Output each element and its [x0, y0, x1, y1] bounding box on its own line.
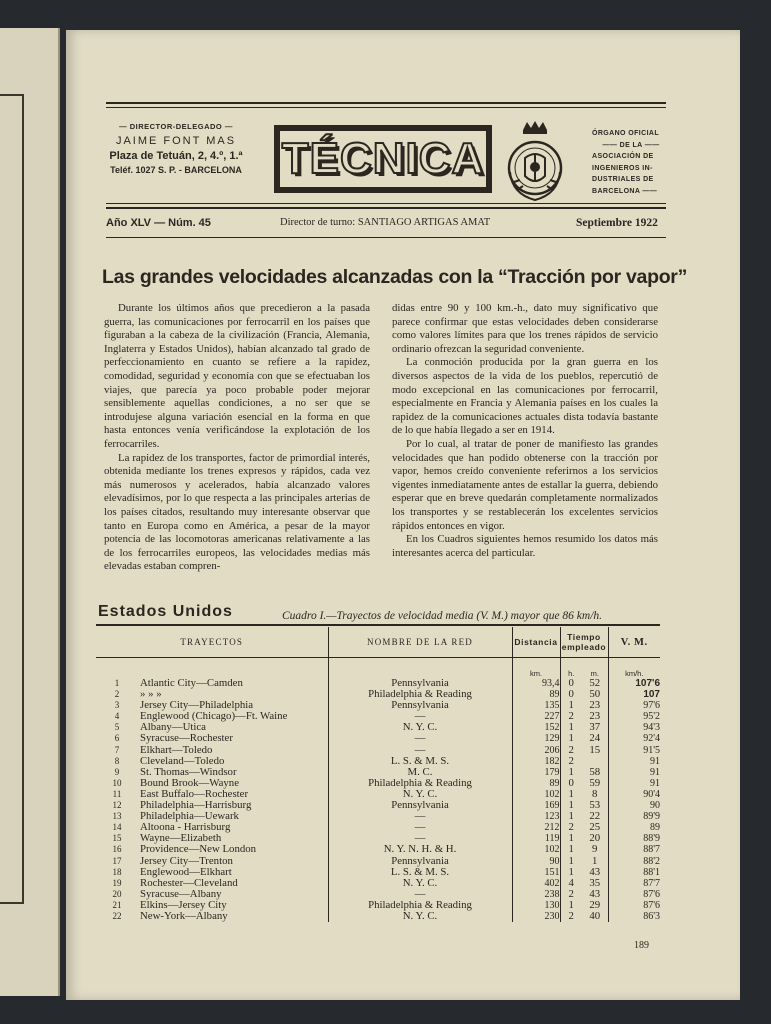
speed-cell: 86'3: [608, 911, 660, 922]
paragraph: La conmoción producida por la gran guerra en los diversos aspectos de la vida de los pueblos, repercutió de modo excepcional en las comunicaciones por ferrocarril, especialmente en Francia y Alemania países en los cuales la rapidez de la comunicaciones actuales dista todavía bastante de lo que había llegado a ser en 1914.: [392, 356, 658, 437]
table-row: [96, 745, 660, 756]
network-cell: Philadelphia & Reading: [328, 900, 512, 911]
table-row: [96, 844, 660, 855]
paragraph: La rapidez de los transportes, factor de primordial interés, obtenida mediante los trenes expresos y rápidos, cada vez más numerosos y acelerados, había alcanzado valores elevadísimos, por lo que respecta a las principales arterias de los países citados, resultando muy interesante observar que tanto en Europa como en América, a pesar de la mayor potencia de las locomotoras americanas relativamente a las de los ferrocarriles europeos, las velocidades medias más elevadas estaban compren-: [104, 451, 370, 573]
route-cell: Rochester—Cleveland: [140, 876, 238, 889]
route-cell: Englewood—Elkhart: [140, 865, 232, 878]
row-number: 15: [112, 833, 122, 844]
network-cell: Philadelphia & Reading: [328, 689, 512, 700]
article-column-2: [392, 302, 658, 560]
minutes-cell: 8: [592, 787, 598, 800]
speed-cell: 91: [608, 767, 660, 778]
hours-cell: 1: [560, 867, 582, 878]
speed-cell: 91: [608, 778, 660, 789]
route-cell: Syracuse—Albany: [140, 887, 222, 900]
route-cell: Englewood (Chicago)—Ft. Waine: [140, 710, 288, 723]
issue-date: Septiembre 1922: [576, 217, 658, 229]
speed-cell: 107: [608, 689, 660, 700]
row-number: 14: [112, 822, 122, 833]
header-top-rule: [106, 102, 666, 104]
hours-cell: 2: [560, 745, 582, 756]
hours-cell: 1: [560, 844, 582, 855]
director-name: JAIME FONT MAS: [115, 135, 237, 147]
route-cell: Syracuse—Rochester: [140, 732, 233, 745]
minutes-cell: 43: [589, 865, 601, 878]
hours-cell: 1: [560, 767, 582, 778]
section-title: Estados Unidos: [98, 603, 233, 620]
speed-cell: 90: [608, 800, 660, 811]
hours-cell: 2: [560, 711, 582, 722]
row-number: 11: [112, 788, 122, 799]
hours-cell: 1: [560, 811, 582, 822]
masthead-logo: [274, 125, 492, 193]
minutes-cell: 25: [589, 821, 601, 834]
network-cell: —: [328, 833, 512, 844]
unit-km: km.: [512, 658, 560, 679]
speed-cell: 89: [608, 822, 660, 833]
col-header-network: NOMBRE DE LA RED: [328, 627, 512, 658]
logo-text: TÉCNICA: [281, 134, 485, 183]
row-number: 22: [112, 910, 122, 921]
row-number: 10: [112, 777, 122, 788]
table-row: [96, 733, 660, 744]
row-number: 9: [114, 766, 120, 777]
hours-cell: 2: [560, 822, 582, 833]
row-number: 7: [114, 744, 120, 755]
minutes-cell: 37: [589, 721, 601, 734]
organ-line: ÓRGANO OFICIAL: [592, 130, 660, 137]
official-organ-block: [592, 128, 670, 197]
network-cell: Pennsylvania: [328, 678, 512, 689]
distance-cell: 212: [512, 822, 560, 833]
speed-cell: 88'2: [608, 856, 660, 867]
network-cell: N. Y. C.: [328, 722, 512, 733]
organ-line: —— DE LA ——: [602, 141, 660, 149]
route-cell: East Buffalo—Rochester: [140, 787, 249, 800]
article-title: Las grandes velocidades alcanzadas con la “Tracción por vapor”: [102, 266, 688, 288]
row-number: 16: [112, 844, 122, 855]
row-number: 3: [114, 700, 120, 711]
table-caption: Cuadro I.—Trayectos de velocidad media (V. M.) mayor que 86 km/h.: [282, 610, 603, 622]
distance-cell: 169: [512, 800, 560, 811]
minutes-cell: 20: [589, 832, 601, 845]
row-number: 20: [112, 888, 122, 899]
network-cell: Philadelphia & Reading: [328, 778, 512, 789]
page-number: 189: [634, 940, 649, 951]
speed-cell: 88'7: [608, 844, 660, 855]
organ-line: INGENIEROS IN-: [592, 164, 653, 172]
header-bottom-rule: [106, 207, 666, 209]
distance-cell: 89: [512, 689, 560, 700]
hours-cell: 0: [560, 678, 582, 689]
speed-table: [96, 627, 660, 922]
distance-cell: 102: [512, 789, 560, 800]
minutes-cell: 58: [589, 765, 601, 778]
route-cell: Jersey City—Philadelphia: [140, 699, 254, 712]
distance-cell: 152: [512, 722, 560, 733]
route-cell: » » »: [140, 688, 162, 701]
speed-cell: 92'4: [608, 733, 660, 744]
speed-cell: 90'4: [608, 789, 660, 800]
speed-cell: 88'9: [608, 833, 660, 844]
network-cell: N. Y. N. H. & H.: [328, 844, 512, 855]
speed-cell: 89'9: [608, 811, 660, 822]
hours-cell: 1: [560, 700, 582, 711]
paragraph: Por lo cual, al tratar de poner de manifiesto las grandes velocidades que han podido obtenerse con la tracción por vapor, hemos creído conveniente referirnos a los servicios vigentes inmediatamente antes de estallar la guerra, debiendo esperar que en breve quedarán completamente normalizados los transportes y se restablecerán los excelentes servicios rápidos entonces en vigor.: [392, 437, 658, 532]
network-cell: N. Y. C.: [328, 911, 512, 922]
row-number: 17: [112, 855, 122, 866]
distance-cell: 90: [512, 856, 560, 867]
minutes-cell: 22: [589, 810, 601, 823]
distance-cell: 230: [512, 911, 560, 922]
hours-cell: 4: [560, 878, 582, 889]
minutes-cell: 29: [589, 898, 601, 911]
route-cell: Atlantic City—Camden: [140, 677, 243, 689]
table-top-rule: [96, 624, 660, 626]
hours-cell: 1: [560, 789, 582, 800]
col-header-speed: V. M.: [608, 627, 660, 658]
unit-hours: h.: [560, 658, 582, 679]
header-top-rule-thin: [106, 107, 666, 108]
row-number: 6: [114, 733, 120, 744]
route-cell: Bound Brook—Wayne: [140, 776, 239, 789]
unit-minutes: m.: [590, 669, 599, 678]
route-cell: St. Thomas—Windsor: [140, 765, 237, 778]
minutes-cell: 1: [592, 854, 598, 867]
phone: Teléf. 1027 S. P. - BARCELONA: [110, 165, 242, 175]
hours-cell: 1: [560, 900, 582, 911]
minutes-cell: 24: [589, 732, 601, 745]
minutes-cell: 35: [589, 876, 601, 889]
network-cell: —: [328, 889, 512, 900]
speed-cell: 107'6: [608, 678, 660, 689]
speed-cell: 88'1: [608, 867, 660, 878]
table-row: [96, 856, 660, 867]
network-cell: Pennsylvania: [328, 700, 512, 711]
issue-rule: [106, 237, 666, 238]
organ-line: BARCELONA ——: [592, 187, 658, 195]
row-number: 19: [112, 877, 122, 888]
hours-cell: 1: [560, 833, 582, 844]
route-cell: Philadelphia—Harrisburg: [140, 799, 252, 812]
speed-cell: 87'7: [608, 878, 660, 889]
hours-cell: 0: [560, 778, 582, 789]
minutes-cell: 40: [589, 909, 601, 922]
network-cell: Pennsylvania: [328, 800, 512, 811]
row-number: 8: [114, 755, 120, 766]
row-number: 5: [114, 722, 120, 733]
address: Plaza de Tetuán, 2, 4.º, 1.ª: [109, 150, 243, 162]
row-number: 21: [112, 899, 122, 910]
network-cell: —: [328, 822, 512, 833]
hours-cell: 1: [560, 856, 582, 867]
previous-page-border: [0, 94, 24, 904]
network-cell: —: [328, 733, 512, 744]
distance-cell: 238: [512, 889, 560, 900]
route-cell: Wayne—Elizabeth: [140, 832, 222, 845]
hours-cell: 0: [560, 689, 582, 700]
distance-cell: 130: [512, 900, 560, 911]
hours-cell: 1: [560, 733, 582, 744]
minutes-cell: 59: [589, 776, 601, 789]
hours-cell: 1: [560, 722, 582, 733]
row-number: 12: [112, 800, 122, 811]
network-cell: L. S. & M. S.: [328, 756, 512, 767]
hours-cell: 2: [560, 889, 582, 900]
speed-cell: 97'6: [608, 700, 660, 711]
minutes-cell: 43: [589, 887, 601, 900]
col-header-routes: TRAYECTOS: [96, 627, 328, 658]
distance-cell: 129: [512, 733, 560, 744]
distance-cell: 119: [512, 833, 560, 844]
route-cell: Providence—New London: [140, 843, 257, 856]
minutes-cell: 9: [592, 843, 598, 856]
network-cell: M. C.: [328, 767, 512, 778]
distance-cell: 93,4: [512, 678, 560, 689]
organ-line: ASOCIACIÓN DE: [592, 153, 654, 160]
minutes-cell: 23: [589, 699, 601, 712]
distance-cell: 402: [512, 878, 560, 889]
row-number: 13: [112, 811, 122, 822]
hours-cell: 2: [560, 911, 582, 922]
distance-cell: 182: [512, 756, 560, 767]
row-number: 4: [114, 711, 120, 722]
distance-cell: 135: [512, 700, 560, 711]
article-column-1: [104, 302, 370, 574]
row-number: 18: [112, 866, 122, 877]
hours-cell: 2: [560, 756, 582, 767]
minutes-cell: 15: [589, 743, 601, 756]
issue-number: Año XLV — Núm. 45: [106, 217, 211, 229]
network-cell: N. Y. C.: [328, 878, 512, 889]
speed-cell: 91: [608, 756, 660, 767]
director-label: — DIRECTOR-DELEGADO —: [119, 122, 233, 131]
paragraph: Durante los últimos años que precedieron a la pasada guerra, las comunicaciones por ferrocarril en los países que figuraban a la cabeza de la civilización (Francia, Alemania, Inglaterra y Estados Unidos), habían alcanzado tal grado de perfeccionamiento en cuanto se refiere a la rapidez, comodidad, seguridad y economía con que se efectuaban los viajes, que parecía ya poco probable poder mejorar sensiblemente aquellas condiciones, a no ser que se introdujese alguna variación esencial en la forma en que hasta entonces venía verificándose la explotación de los ferrocarriles.: [104, 302, 370, 450]
minutes-cell: 23: [589, 710, 601, 723]
paragraph: En los Cuadros siguientes hemos resumido los datos más interesantes acerca del particular.: [392, 533, 658, 559]
distance-cell: 206: [512, 745, 560, 756]
network-cell: L. S. & M. S.: [328, 867, 512, 878]
paragraph: didas entre 90 y 100 km.-h., dato muy significativo que parece confirmar que estas velocidades deben considerarse como valores límites para que los trenes rápidos de servicio ordinario ofrezcan la seguridad conveniente.: [392, 302, 658, 355]
network-cell: —: [328, 711, 512, 722]
col-header-time: Tiempo empleado: [560, 627, 608, 658]
network-cell: —: [328, 811, 512, 822]
distance-cell: 227: [512, 711, 560, 722]
magazine-page: [66, 30, 740, 1000]
route-cell: Elkhart—Toledo: [140, 743, 213, 756]
route-cell: New-York—Albany: [140, 909, 228, 922]
speed-cell: 87'6: [608, 900, 660, 911]
unit-kmh: km/h.: [608, 658, 660, 679]
minutes-cell: 52: [589, 677, 601, 689]
association-emblem-icon: [500, 120, 570, 206]
minutes-cell: 53: [589, 799, 601, 812]
editor-on-duty: Director de turno: SANTIAGO ARTIGAS AMAT: [280, 217, 491, 228]
route-cell: Elkins—Jersey City: [140, 898, 227, 911]
previous-page-edge: [0, 28, 60, 996]
director-block: [106, 122, 246, 175]
route-cell: Cleveland—Toledo: [140, 754, 225, 767]
hours-cell: 1: [560, 800, 582, 811]
network-cell: N. Y. C.: [328, 789, 512, 800]
network-cell: Pennsylvania: [328, 856, 512, 867]
route-cell: Philadelphia—Uewark: [140, 810, 239, 823]
distance-cell: 179: [512, 767, 560, 778]
distance-cell: 89: [512, 778, 560, 789]
distance-cell: 151: [512, 867, 560, 878]
speed-cell: 91'5: [608, 745, 660, 756]
distance-cell: 123: [512, 811, 560, 822]
route-cell: Jersey City—Trenton: [140, 854, 233, 867]
route-cell: Altoona - Harrisburg: [140, 821, 231, 834]
table-row: [96, 911, 660, 922]
col-header-distance: Distancia: [512, 627, 560, 658]
header-bottom-rule-thin: [106, 203, 666, 204]
minutes-cell: 50: [589, 688, 601, 701]
speed-cell: 94'3: [608, 722, 660, 733]
speed-cell: 95'2: [608, 711, 660, 722]
speed-cell: 87'6: [608, 889, 660, 900]
distance-cell: 102: [512, 844, 560, 855]
organ-line: DUSTRIALES DE: [592, 176, 654, 183]
network-cell: —: [328, 745, 512, 756]
route-cell: Albany—Utica: [140, 721, 206, 734]
row-number: 1: [114, 678, 120, 688]
row-number: 2: [114, 689, 120, 700]
